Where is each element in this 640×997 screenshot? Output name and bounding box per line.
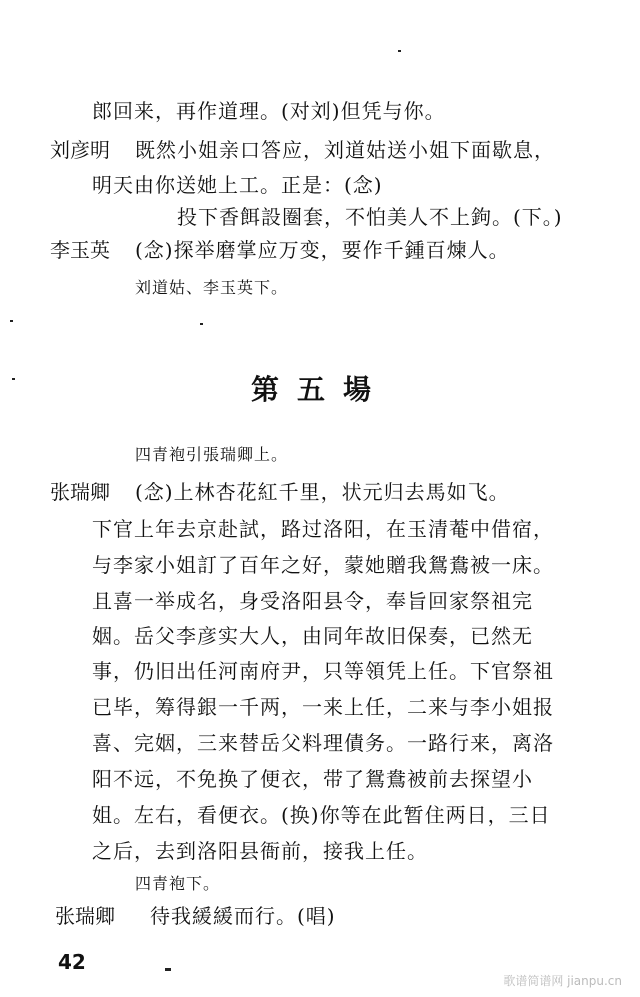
paragraph-line: 下官上年去京赴試，路过洛阳，在玉清菴中借宿， — [92, 517, 554, 541]
speaker-name: 李玉英 — [50, 238, 110, 262]
recitation-line: (念)上林杏花紅千里，状元归去馬如飞。 — [135, 480, 510, 504]
dialogue-line: 既然小姐亲口答应，刘道姑送小姐下面歇息， — [135, 138, 555, 162]
scan-speck — [200, 323, 203, 325]
speaker-name: 张瑞卿 — [50, 480, 110, 504]
speaker-name: 刘彦明 — [50, 138, 110, 162]
dialogue-line: 郎回来，再作道理。(对刘)但凭与你。 — [92, 99, 446, 123]
scan-speck — [10, 320, 13, 322]
verse-line: 投下香餌設圈套，不怕美人不上鉤。(下。) — [177, 205, 563, 229]
watermark: 歌谱简谱网 jianpu.cn — [503, 974, 622, 988]
scan-speck — [398, 50, 401, 52]
paragraph-line: 且喜一举成名，身受洛阳县令，奉旨回家祭祖完 — [92, 589, 533, 613]
page-number: 42 — [58, 950, 86, 974]
paragraph-line: 姻。岳父李彦实大人，由同年故旧保奏，已然无 — [92, 624, 533, 648]
stage-direction: 四青袍下。 — [135, 874, 221, 893]
paragraph-line: 之后，去到洛阳县衙前，接我上任。 — [92, 839, 428, 863]
paragraph-line: 与李家小姐訂了百年之好，蒙她贈我鴛鴦被一床。 — [92, 553, 554, 577]
paragraph-line: 已毕，筹得銀一千两，一来上任，二来与李小姐报 — [92, 695, 554, 719]
paragraph-line: 姐。左右，看便衣。(换)你等在此暂住两日，三日 — [92, 803, 551, 827]
dialogue-line: (念)探举磨掌应万变，要作千鍾百煉人。 — [135, 238, 510, 262]
speaker-name: 张瑞卿 — [55, 904, 115, 928]
stage-direction: 四青袍引張瑞卿上。 — [135, 445, 289, 464]
dialogue-line: 明天由你送她上工。正是：(念) — [92, 173, 383, 197]
scan-speck — [165, 968, 171, 971]
paragraph-line: 阳不远，不免换了便衣，带了鴛鴦被前去探望小 — [92, 767, 533, 791]
paragraph-line: 喜、完姻，三来替岳父料理債务。一路行来，离洛 — [92, 731, 554, 755]
stage-direction: 刘道姑、李玉英下。 — [135, 278, 289, 297]
scan-speck — [12, 378, 15, 380]
paragraph-line: 事，仍旧出任河南府尹，只等領凭上任。下官祭祖 — [92, 659, 554, 683]
dialogue-line: 待我緩緩而行。(唱) — [150, 904, 336, 928]
scene-title: 第五場 — [250, 373, 389, 406]
